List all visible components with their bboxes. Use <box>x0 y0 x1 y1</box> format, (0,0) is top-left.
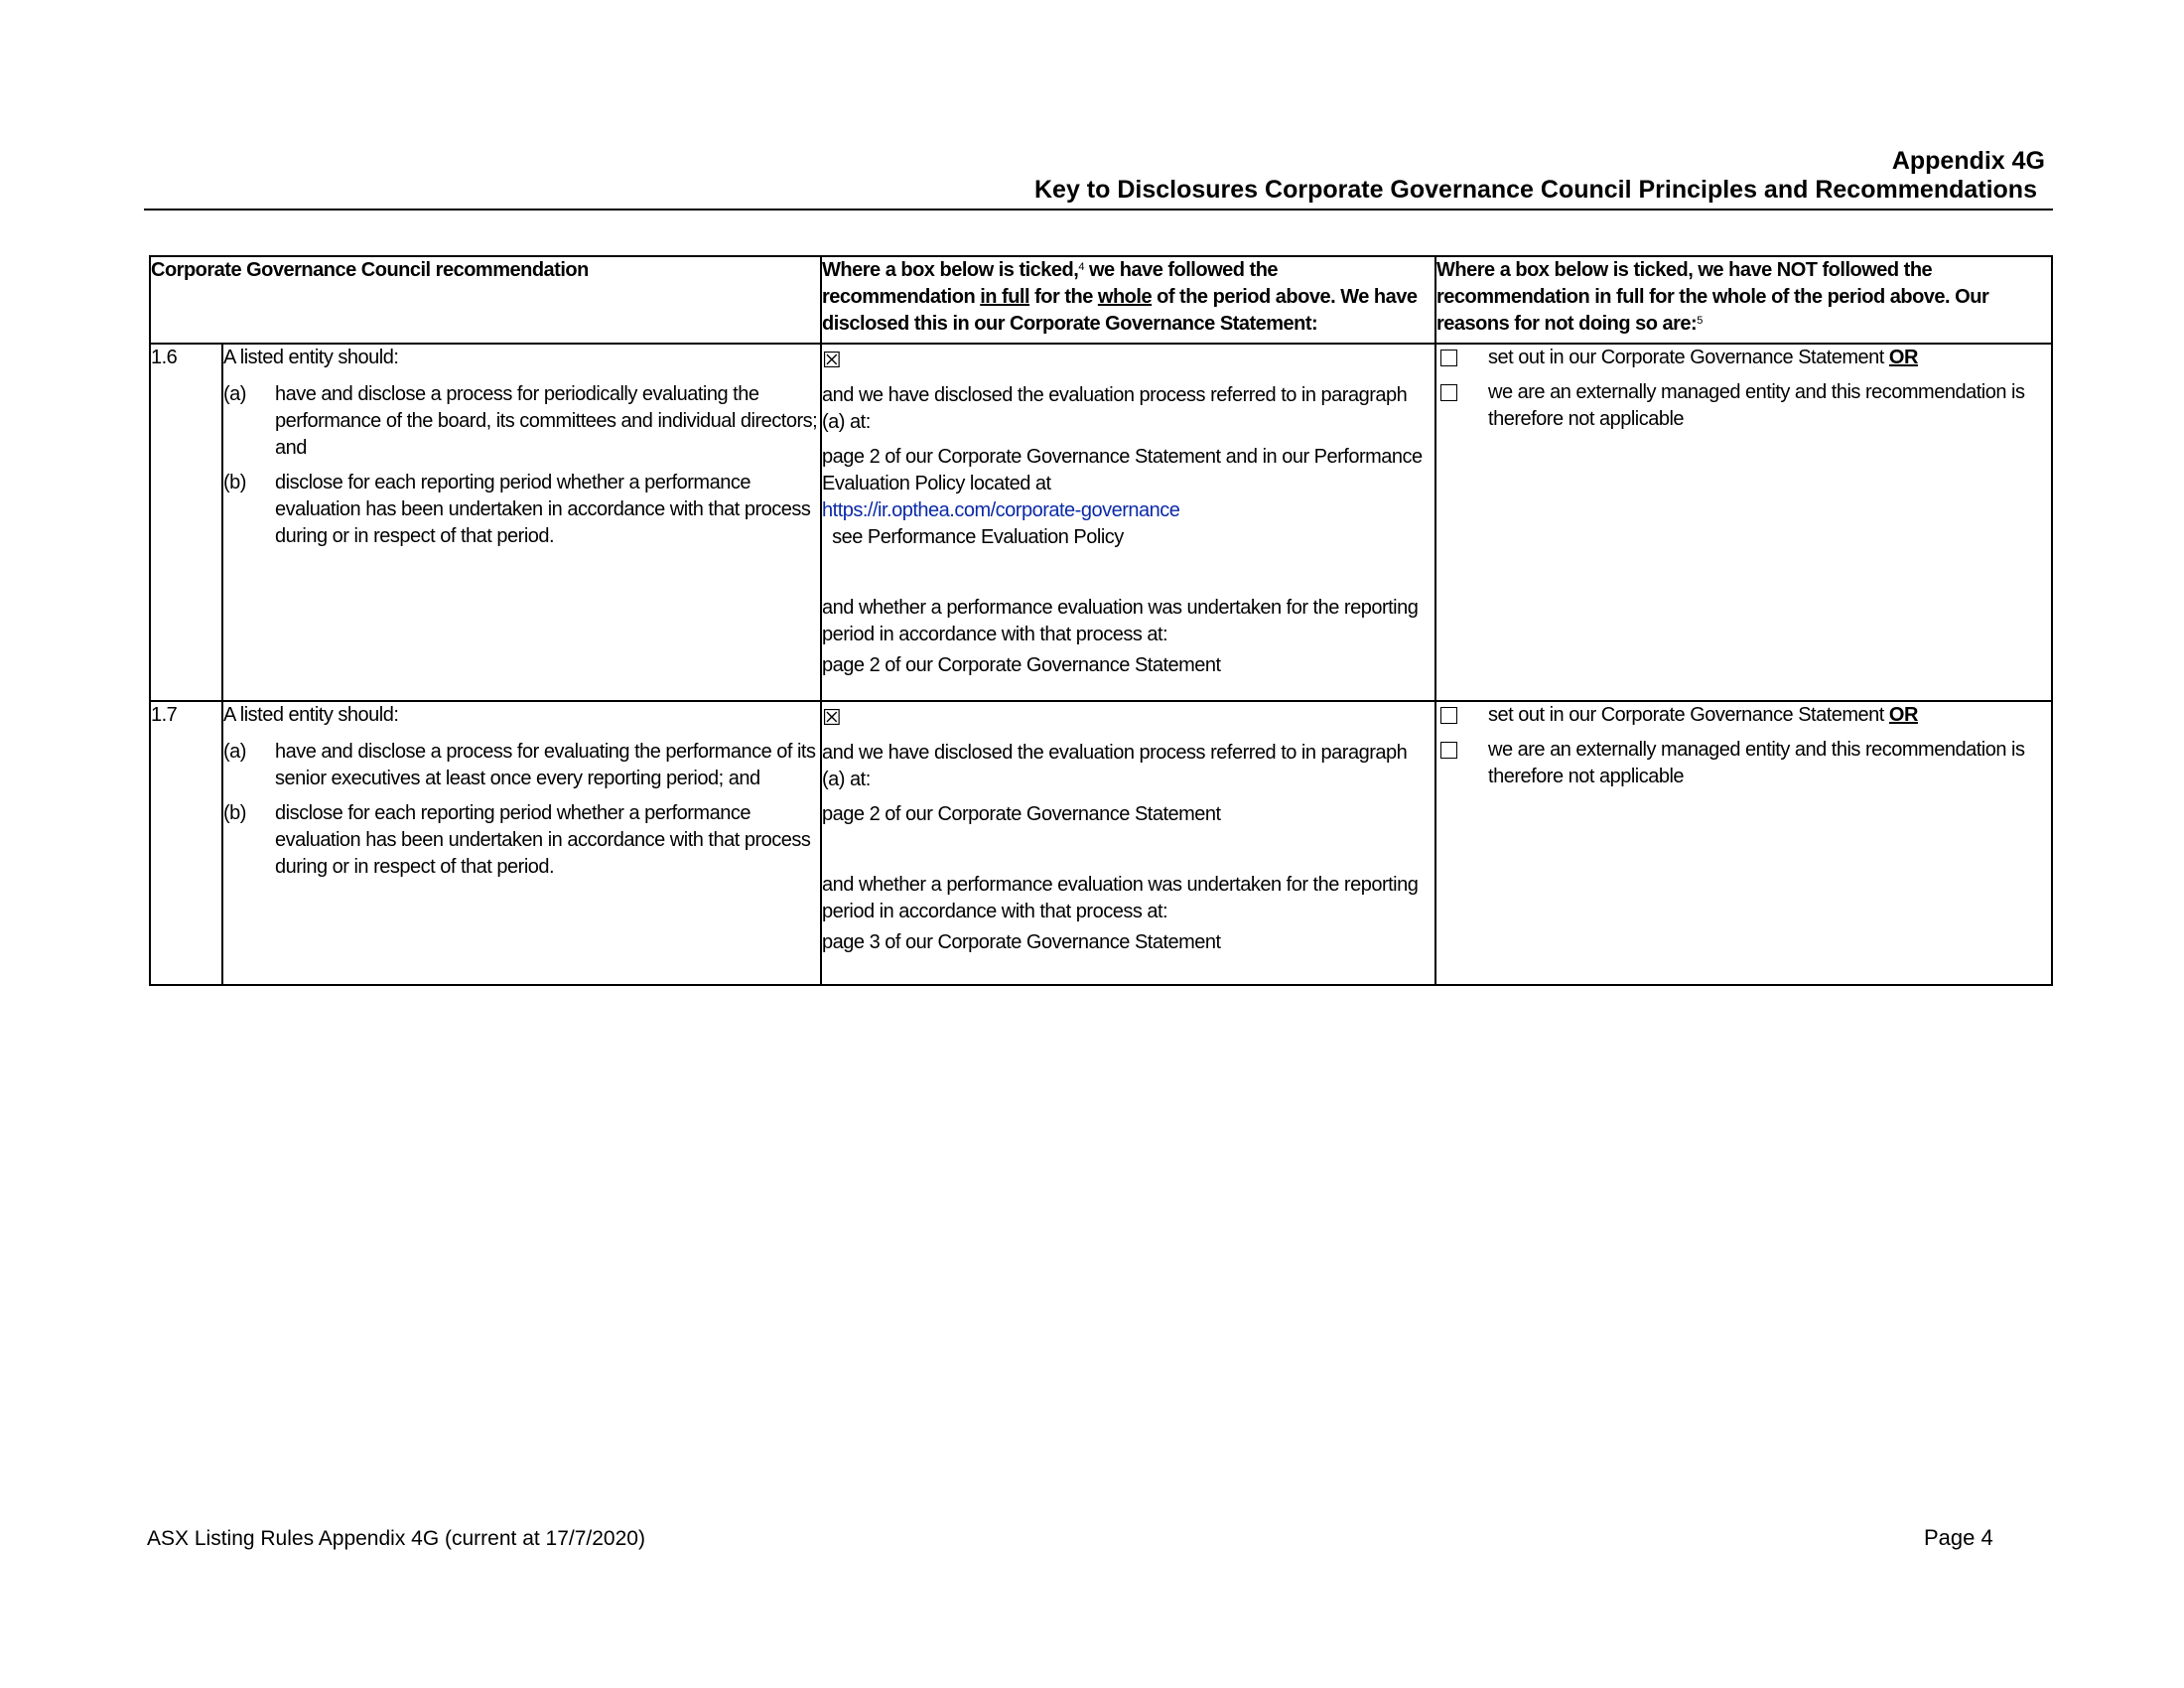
item-label: (a) <box>223 741 246 763</box>
item-text: disclose for each reporting period whether a performance evaluation has been undertaken in accordance with that process during or in respect of that period. <box>275 472 811 547</box>
footnote-ref: 4 <box>1078 261 1084 273</box>
option-corporate-statement <box>1436 345 2051 371</box>
evaluation-intro: and whether a performance evaluation was undertaken for the reporting period in accordance with that process at: <box>822 874 1419 922</box>
checkbox[interactable] <box>1440 384 1457 401</box>
checkbox[interactable] <box>1440 350 1457 366</box>
evaluation-intro: and whether a performance evaluation was undertaken for the reporting period in accordance with that process at: <box>822 597 1419 645</box>
header-divider <box>144 209 2053 211</box>
option-text: set out in our Corporate Governance Statement <box>1488 347 1889 368</box>
item-label: (a) <box>223 383 246 405</box>
option-text: we are an externally managed entity and this recommendation is therefore not applicable <box>1488 381 2025 430</box>
list-item <box>223 470 820 550</box>
disclosed-intro: and we have disclosed the evaluation process referred to in paragraph (a) at: <box>822 384 1408 433</box>
ticked-checkbox[interactable]: ☒ <box>822 706 842 731</box>
table-header-row <box>150 256 2052 344</box>
recommendation-number: 1.6 <box>150 344 222 701</box>
item-label: (b) <box>223 802 246 824</box>
recommendation-lead: A listed entity should: <box>223 347 399 368</box>
col2-underline-2: whole <box>1097 286 1153 308</box>
appendix-title: Appendix 4G <box>1891 147 2045 175</box>
disclosed-intro: and we have disclosed the evaluation process referred to in paragraph (a) at: <box>822 742 1408 790</box>
item-text: have and disclose a process for evaluating the performance of its senior executives at least once every reporting period; and <box>275 741 816 789</box>
option-text: set out in our Corporate Governance Statement <box>1488 704 1889 726</box>
checkbox[interactable] <box>1440 707 1457 724</box>
col2-text-1: Where a box below is ticked, <box>822 259 1079 281</box>
location-prefix: page 2 of our Corporate Governance Statement and in our Performance Evaluation Policy located at <box>822 446 1423 494</box>
item-label: (b) <box>223 472 246 493</box>
spacer <box>822 559 1434 595</box>
table-row <box>150 344 2052 701</box>
spacer <box>822 836 1434 872</box>
table-row <box>150 701 2052 985</box>
governance-link[interactable]: https://ir.opthea.com/corporate-governance <box>822 499 1180 521</box>
col2-text-4: of the period above. We have disclosed this in our Corporate Governance Statement: <box>822 286 1418 335</box>
option-externally-managed <box>1436 379 2051 433</box>
evaluation-location: page 3 of our Corporate Governance Statement <box>822 931 1221 953</box>
page-number: Page 4 <box>1924 1525 1993 1550</box>
document-subtitle: Key to Disclosures Corporate Governance Council Principles and Recommendations <box>1034 176 2037 204</box>
location-text <box>822 444 1434 551</box>
not-followed-cell <box>1435 701 2052 985</box>
list-item <box>223 381 820 462</box>
option-corporate-statement <box>1436 702 2051 729</box>
col3-text: Where a box below is ticked, we have NOT followed the recommendation in full for the whole of the period above. Our reasons for not doing so are: <box>1436 259 1989 335</box>
footer-source: ASX Listing Rules Appendix 4G (current at 17/7/2020) <box>147 1527 645 1550</box>
followed-cell <box>821 701 1435 985</box>
col-header-not-followed <box>1435 256 2052 344</box>
or-label: OR <box>1888 704 1918 726</box>
location-text: page 2 of our Corporate Governance Statement <box>822 803 1221 825</box>
col-header-recommendation: Corporate Governance Council recommendation <box>150 256 821 344</box>
location-suffix: see Performance Evaluation Policy <box>822 526 1124 548</box>
recommendation-text <box>222 701 821 985</box>
footnote-ref: 5 <box>1697 315 1703 327</box>
recommendation-text <box>222 344 821 701</box>
or-label: OR <box>1888 347 1918 368</box>
item-text: have and disclose a process for periodically evaluating the performance of the board, its committees and individual directors; and <box>275 383 818 459</box>
col2-text-3: for the <box>1029 286 1098 308</box>
col-header-followed <box>821 256 1435 344</box>
evaluation-location: page 2 of our Corporate Governance Statement <box>822 654 1221 676</box>
recommendation-number: 1.7 <box>150 701 222 985</box>
recommendation-lead: A listed entity should: <box>223 704 399 726</box>
list-item <box>223 800 820 881</box>
option-text: we are an externally managed entity and this recommendation is therefore not applicable <box>1488 739 2025 787</box>
list-item <box>223 739 820 792</box>
col2-underline-1: in full <box>980 286 1030 308</box>
option-externally-managed <box>1436 737 2051 790</box>
followed-cell <box>821 344 1435 701</box>
checkbox[interactable] <box>1440 742 1457 759</box>
disclosure-table <box>149 255 2053 986</box>
not-followed-cell <box>1435 344 2052 701</box>
col2-text-2: we have followed the recommendation <box>822 259 1279 308</box>
item-text: disclose for each reporting period whether a performance evaluation has been undertaken in accordance with that process during or in respect of that period. <box>275 802 811 878</box>
ticked-checkbox[interactable]: ☒ <box>822 349 842 373</box>
